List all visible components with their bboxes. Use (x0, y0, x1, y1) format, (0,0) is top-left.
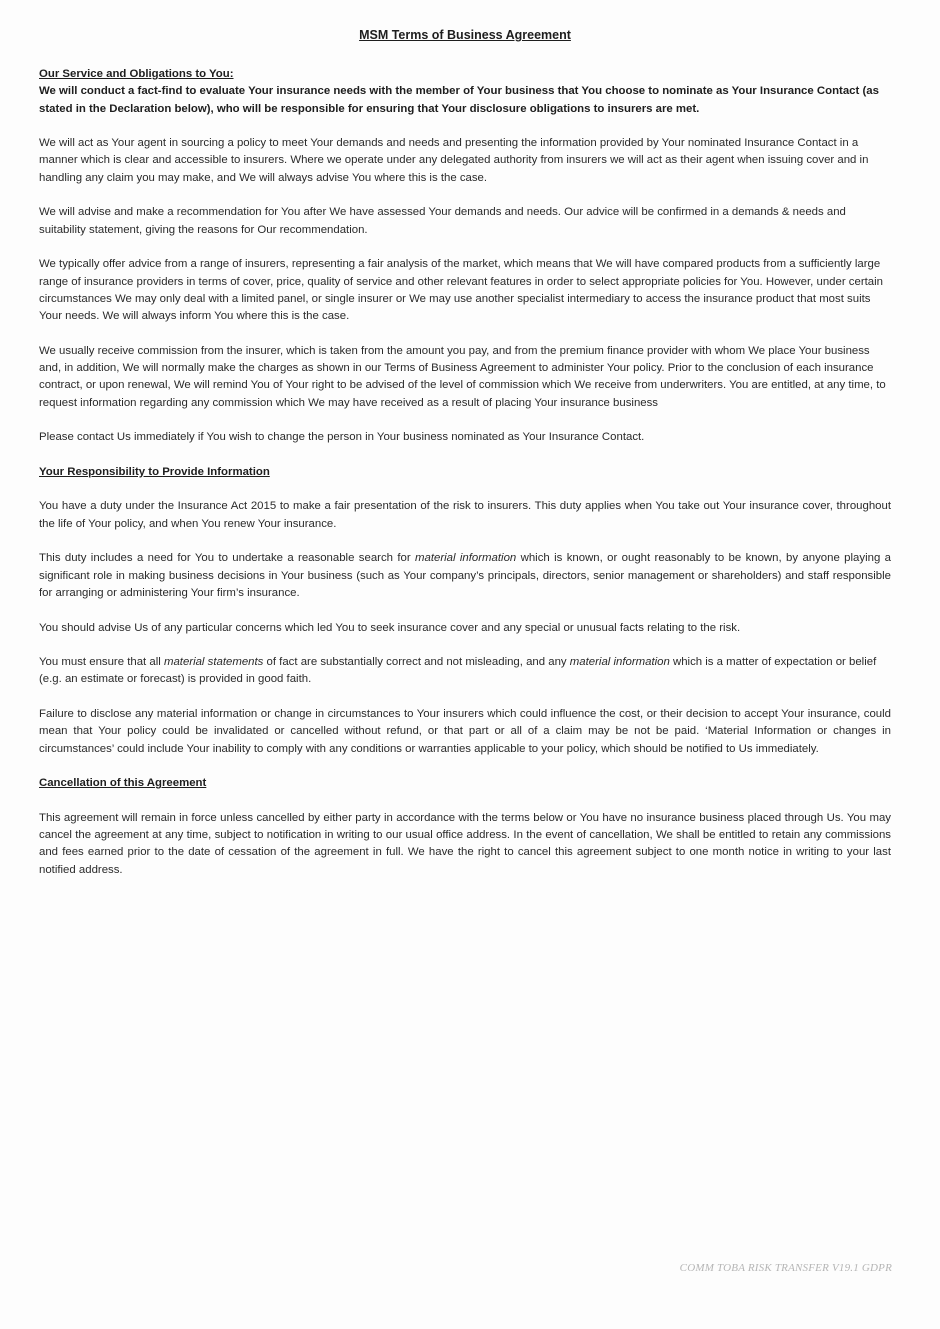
section-heading-service: Our Service and Obligations to You: (39, 68, 234, 80)
section-service (39, 66, 891, 118)
service-lead-paragraph: We will conduct a fact-find to evaluate Your insurance needs with the member of Your business that You choose to nominate as Your Insurance Contact (as stated in the Declaration below), who will be responsible for ensuring that Your disclosure obligations to insurers are met. (39, 85, 879, 115)
text-run: You must ensure that all (39, 656, 164, 669)
text-run: of fact are substantially correct and not misleading, and any (263, 656, 570, 669)
text-run: which is a matter of expectation or belief (e.g. an estimate or forecast) is provided in good faith. (39, 656, 877, 686)
responsibility-paragraph-duty: You have a duty under the Insurance Act 2015 to make a fair presentation of the risk to insurers. This duty applies when You take out Your insurance cover, throughout the life of Your policy, and when You renew Your insurance. (39, 500, 891, 530)
responsibility-paragraph-failure: Failure to disclose any material information or change in circumstances to Your insurers which could influence the cost, or their decision to accept Your insurance, could mean that Your policy could be invalidated or cancelled without refund, or that part or all of a claim may be not be paid. ‘Material Information or changes in circumstances’ could include Your inability to comply with any conditions or warranties applicable to your policy, which should be notified to Us immediately. (39, 707, 891, 755)
responsibility-paragraph-search (39, 550, 891, 602)
text-run: which is known, or ought reasonably to be known, by anyone playing a significant role in making business decisions in Your business (such as Your company’s principals, directors, senior management or shareholders) and staff responsible for arranging or administering Your firm’s insurance. (39, 552, 891, 599)
document-title: MSM Terms of Business Agreement (359, 28, 571, 42)
text-run: This duty includes a need for You to undertake a reasonable search for (39, 552, 416, 565)
service-paragraph-contact: Please contact Us immediately if You wish to change the person in Your business nominated as Your Insurance Contact. (39, 431, 645, 444)
section-heading-responsibility: Your Responsibility to Provide Information (39, 465, 270, 478)
service-paragraph-advice: We will advise and make a recommendation for You after We have assessed Your demands and needs. Our advice will be confirmed in a demands & needs and suitability statement, giving the reasons for Our recommendation. (39, 206, 846, 236)
service-paragraph-market: We typically offer advice from a range of insurers, representing a fair analysis of the market, which means that We will have compared products from a sufficiently large range of insurance providers in terms of cover, price, quality of service and other relevant features in order to select appropriate policies for You. However, under certain circumstances We may only deal with a limited panel, or single insurer or We may use another specialist intermediary to access the insurance product that most suits Your needs. We will always inform You where this is the case. (39, 258, 883, 323)
emphasis-material-statements: material statements (163, 656, 264, 669)
responsibility-paragraph-statements (39, 654, 891, 689)
document-footer-reference: COMM TOBA RISK TRANSFER V19.1 GDPR (679, 1262, 892, 1274)
responsibility-paragraph-concerns: You should advise Us of any particular concerns which led You to seek insurance cover and any special or unusual facts relating to the risk. (39, 621, 741, 634)
cancellation-paragraph: This agreement will remain in force unless cancelled by either party in accordance with the terms below or You have no insurance business placed through Us. You may cancel the agreement at any time, subject to notification in writing to our usual office address. In the event of cancellation, We shall be entitled to retain any commissions and fees earned prior to the date of cessation of the agreement in full. We have the right to cancel this agreement subject to one month notice in writing to your last notified address. (39, 811, 891, 876)
emphasis-material-information: material information (569, 656, 670, 669)
service-paragraph-agent: We will act as Your agent in sourcing a policy to meet Your demands and needs and presenting the information provided by Your nominated Insurance Contact in a manner which is clear and accessible to insurers. Where we operate under any delegated authority from insurers we will act as their agent when issuing cover and in handling any claim you may make, and We will always advise You where this is the case. (39, 137, 869, 184)
service-paragraph-commission: We usually receive commission from the insurer, which is taken from the amount you pay, and from the premium finance provider with whom We place Your business and, in addition, We will normally make the charges as shown in our Terms of Business Agreement to administer Your policy. Prior to the conclusion of each insurance contract, or upon renewal, We will remind You of Your right to be advised of the level of commission which We receive from underwriters. You are entitled, at any time, to request information regarding any commission which We may have received as a result of placing Your insurance business (39, 344, 886, 409)
document-body (39, 66, 891, 896)
section-heading-cancellation: Cancellation of this Agreement (39, 777, 207, 790)
emphasis-material-information: material information (415, 552, 517, 565)
